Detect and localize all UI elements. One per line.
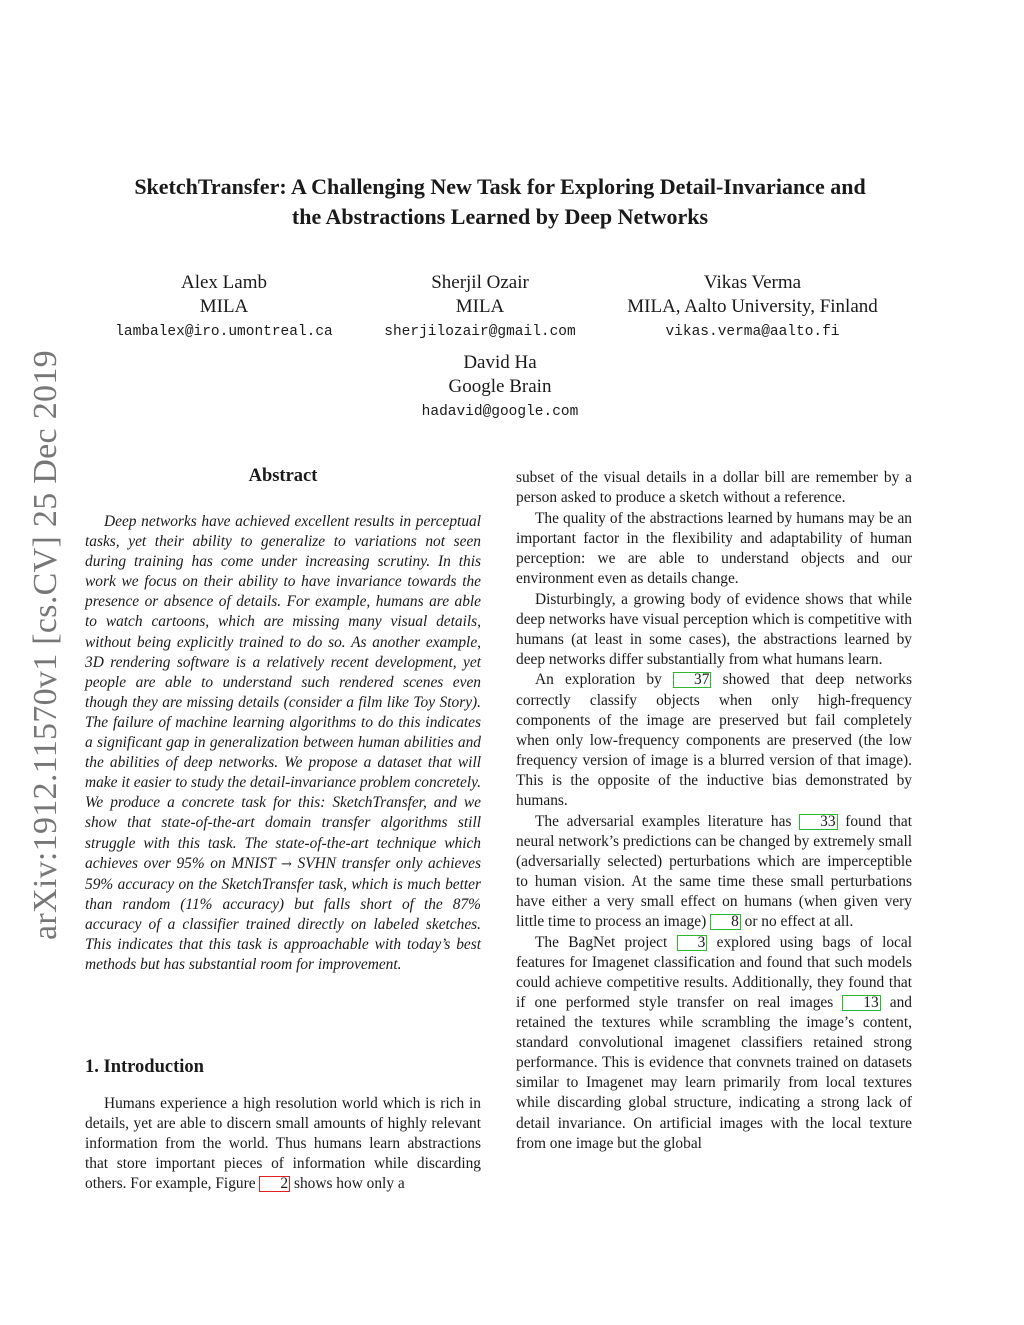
paragraph: [516, 812, 912, 933]
author-affiliation: MILA: [455, 296, 505, 317]
title-line-1: SketchTransfer: A Challenging New Task for Exploring Detail-Invariance and: [134, 174, 866, 199]
paragraph: Disturbingly, a growing body of evidence shows that while deep networks have visual perception which is competitive with humans (at least in some cases), the abstractions learned by deep networks differ substantially from what humans learn.: [516, 590, 912, 668]
citation-link[interactable]: 3: [677, 935, 708, 951]
paragraph: [516, 670, 912, 811]
author-block: [104, 271, 344, 345]
paragraph-text: An exploration by: [535, 671, 662, 689]
paragraph: subset of the visual details in a dollar bill are remember by a person asked to produce a sketch without a reference.: [516, 469, 912, 507]
abstract-text-part: SVHN transfer only achieves 59% accuracy on the SketchTransfer task, which is much better than random (11% accuracy) but falls short of the 87% accuracy of a classifier trained directly on labeled sketches. This indicates that this task is approachable with today’s best methods but has substantial room for improvement.: [85, 854, 481, 974]
author-email[interactable]: sherjilozair@gmail.com: [384, 324, 576, 340]
right-column-text: [516, 468, 912, 1154]
citation-link[interactable]: 33: [799, 814, 837, 830]
arrow-icon: →: [281, 856, 292, 872]
paragraph: [516, 933, 912, 1154]
author-email[interactable]: vikas.verma@aalto.fi: [665, 324, 840, 340]
citation-link[interactable]: 37: [673, 672, 711, 688]
paragraph-text: showed that deep networks correctly classify objects when only high-frequency components of the image are preserved but fail completely when only low-frequency components are preserved (the low frequency version of image is a blurred version of that image). This is the opposite of the inductive bias demonstrated by humans.: [516, 671, 912, 809]
author-block: [610, 271, 895, 345]
author-name: Vikas Verma: [703, 272, 802, 293]
author-affiliation: MILA: [199, 296, 249, 317]
paper-title: [70, 172, 930, 232]
author-name: Sherjil Ozair: [431, 272, 529, 293]
arxiv-identifier: arXiv:1912.11570v1 [cs.CV] 25 Dec 2019: [27, 350, 64, 940]
author-affiliation: MILA, Aalto University, Finland: [627, 296, 878, 317]
abstract-text: [85, 512, 481, 975]
paragraph-text: Humans experience a high resolution world which is rich in details, yet are able to discern small amounts of highly relevant information from the world. Thus humans learn abstractions that store important pieces of information while discarding others. For example, Figure: [85, 1095, 481, 1193]
abstract-heading: Abstract: [248, 466, 318, 486]
paragraph-text: found that neural network’s predictions can be changed by extremely small (adversarially selected) perturbations which are imperceptible to human vision. At the same time these small perturbations have either a very small effect on humans (when given very little time to process an image): [516, 812, 912, 931]
citation-link[interactable]: 8: [710, 914, 741, 930]
paragraph: The quality of the abstractions learned by humans may be an important factor in the flexibility and adaptability of human perception: we are able to understand objects and our environment even as details change.: [516, 509, 912, 587]
section-heading-introduction: 1. Introduction: [85, 1057, 204, 1077]
paragraph-text: The BagNet project: [535, 933, 668, 951]
title-line-2: the Abstractions Learned by Deep Networks: [291, 204, 709, 229]
author-name: Alex Lamb: [180, 272, 267, 293]
abstract-text-part: Deep networks have achieved excellent results in perceptual tasks, yet their ability to generalize to variations not seen during training has come under increasing scrutiny. In this work we focus on their ability to have invariance towards the presence or absence of details. For example, humans are able to watch cartoons, which are missing many visual details, without being explicitly trained to do so. As another example, 3D rendering software is a relatively recent development, yet people are able to understand such rendered scenes even though they are missing details (consider a film like Toy Story). The failure of machine learning algorithms to do this indicates a significant gap in generalization between human abilities and the abilities of deep networks. We propose a dataset that will make it easier to study the detail-invariance problem concretely. We produce a concrete task for this: SketchTransfer, and we show that state-of-the-art domain transfer algorithms still struggle with this task. The state-of-the-art technique which achieves over 95% on MNIST: [85, 513, 481, 872]
paragraph-text: The adversarial examples literature has: [535, 812, 792, 830]
paragraph-text: or no effect at all.: [744, 913, 854, 931]
author-block: [380, 351, 620, 425]
paragraph-text: and retained the textures while scrambling the image’s content, standard convolutional imagenet classifiers retained strong performance. This is evidence that convnets trained on datasets similar to Imagenet may learn primarily from local textures while discarding global structure, indicating a strong lack of detail invariance. On artificial images with the local texture from one image but the global: [516, 993, 912, 1152]
paragraph-text: explored using bags of local features for Imagenet classification and found that such models could achieve competitive results. Additionally, they found that if one performed style transfer on real images: [516, 933, 912, 1011]
figure-reference-link[interactable]: 2: [259, 1176, 290, 1192]
paragraph-text: shows how only a: [293, 1175, 405, 1193]
introduction-text: [85, 1094, 481, 1194]
citation-link[interactable]: 13: [842, 995, 880, 1011]
author-email[interactable]: hadavid@google.com: [421, 404, 579, 420]
author-block: [360, 271, 600, 345]
author-name: David Ha: [463, 352, 537, 373]
author-affiliation: Google Brain: [448, 376, 552, 397]
author-email[interactable]: lambalex@iro.umontreal.ca: [115, 324, 333, 340]
